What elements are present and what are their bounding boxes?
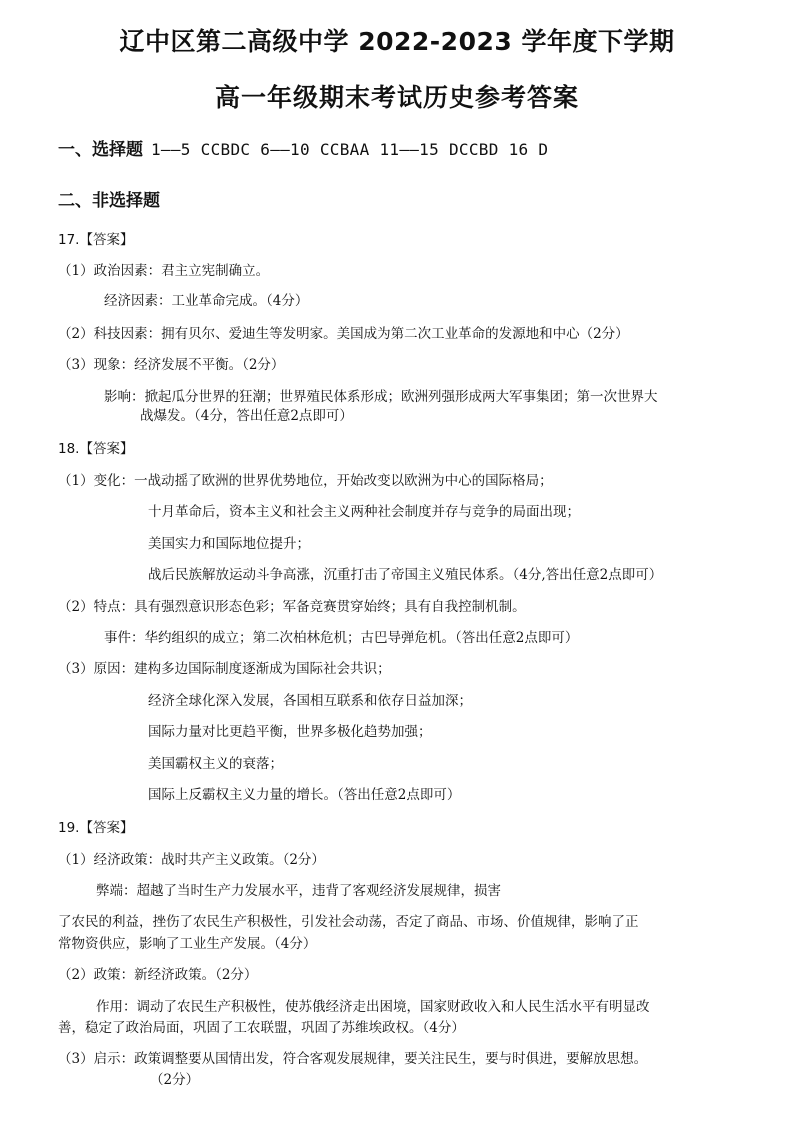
- answer-line: （2）科技因素：拥有贝尔、爱迪生等发明家。美国成为第二次工业革命的发源地和中心（2分）: [58, 326, 629, 342]
- answer-line: （1）变化：一战动摇了欧洲的世界优势地位，开始改变以欧洲为中心的国际格局；: [58, 473, 553, 489]
- answer-line: （3）原因：建构多边国际制度逐渐成为国际社会共识；: [58, 661, 391, 677]
- answer-line: 国际力量对比更趋平衡，世界多极化趋势加强；: [148, 724, 432, 740]
- answer-line: 事件：华约组织的成立；第二次柏林危机；古巴导弹危机。（答出任意2点即可）: [104, 630, 579, 646]
- question-17-heading: 17.【答案】: [58, 232, 134, 248]
- section-multiple-choice: [58, 135, 548, 160]
- answer-line: 美国实力和国际地位提升；: [148, 536, 310, 552]
- choice-answers: 1——5 CCBDC 6——10 CCBAA 11——15 DCCBD 16 D: [151, 140, 549, 159]
- answer-line: 作用：调动了农民生产积极性，使苏俄经济走出困境，国家财政收入和人民生活水平有明显改: [96, 999, 650, 1015]
- answer-line: 经济因素：工业革命完成。（4分）: [104, 293, 309, 309]
- question-18-heading: 18.【答案】: [58, 441, 134, 457]
- section-heading: 二、非选择题: [58, 191, 160, 211]
- question-19-heading: 19.【答案】: [58, 820, 134, 836]
- answer-line: 美国霸权主义的衰落；: [148, 756, 283, 772]
- answer-line: （2分）: [150, 1072, 200, 1088]
- answer-line: 经济全球化深入发展，各国相互联系和依存日益加深；: [148, 693, 472, 709]
- answer-line: （3）现象：经济发展不平衡。（2分）: [58, 357, 285, 373]
- document-subtitle: 高一年级期末考试历史参考答案: [214, 83, 579, 112]
- answer-line: 弊端：超越了当时生产力发展水平，违背了客观经济发展规律，损害: [96, 883, 501, 899]
- answer-line: （1）经济政策：战时共产主义政策。（2分）: [58, 852, 325, 868]
- answer-line: 善，稳定了政治局面，巩固了工农联盟，巩固了苏维埃政权。（4分）: [58, 1020, 465, 1036]
- answer-line: 常物资供应，影响了工业生产发展。（4分）: [58, 936, 317, 952]
- answer-line: 战后民族解放运动斗争高涨，沉重打击了帝国主义殖民体系。（4分,答出任意2点即可）: [148, 567, 663, 583]
- answer-line: （3）启示：政策调整要从国情出发，符合客观发展规律，要关注民生，要与时俱进，要解放思想。: [58, 1051, 648, 1067]
- answer-line: 了农民的利益，挫伤了农民生产积极性，引发社会动荡，否定了商品、市场、价值规律，影响了正: [58, 914, 639, 930]
- section-non-choice: [58, 186, 160, 211]
- answer-line: 影响：掀起瓜分世界的狂潮；世界殖民体系形成；欧洲列强形成两大军事集团；第一次世界大: [104, 389, 658, 405]
- answer-line: （1）政治因素：君主立宪制确立。: [58, 263, 270, 279]
- section-heading: 一、选择题: [58, 140, 143, 160]
- answer-line: 战爆发。（4分，答出任意2点即可）: [140, 408, 353, 424]
- answer-line: 十月革命后，资本主义和社会主义两种社会制度并存与竞争的局面出现；: [148, 504, 580, 520]
- document-title: 辽中区第二高级中学 2022-2023 学年度下学期: [119, 27, 675, 56]
- answer-line: （2）特点：具有强烈意识形态色彩；军备竞赛贯穿始终；具有自我控制机制。: [58, 599, 526, 615]
- answer-line: 国际上反霸权主义力量的增长。（答出任意2点即可）: [148, 787, 461, 803]
- answer-line: （2）政策：新经济政策。（2分）: [58, 967, 258, 983]
